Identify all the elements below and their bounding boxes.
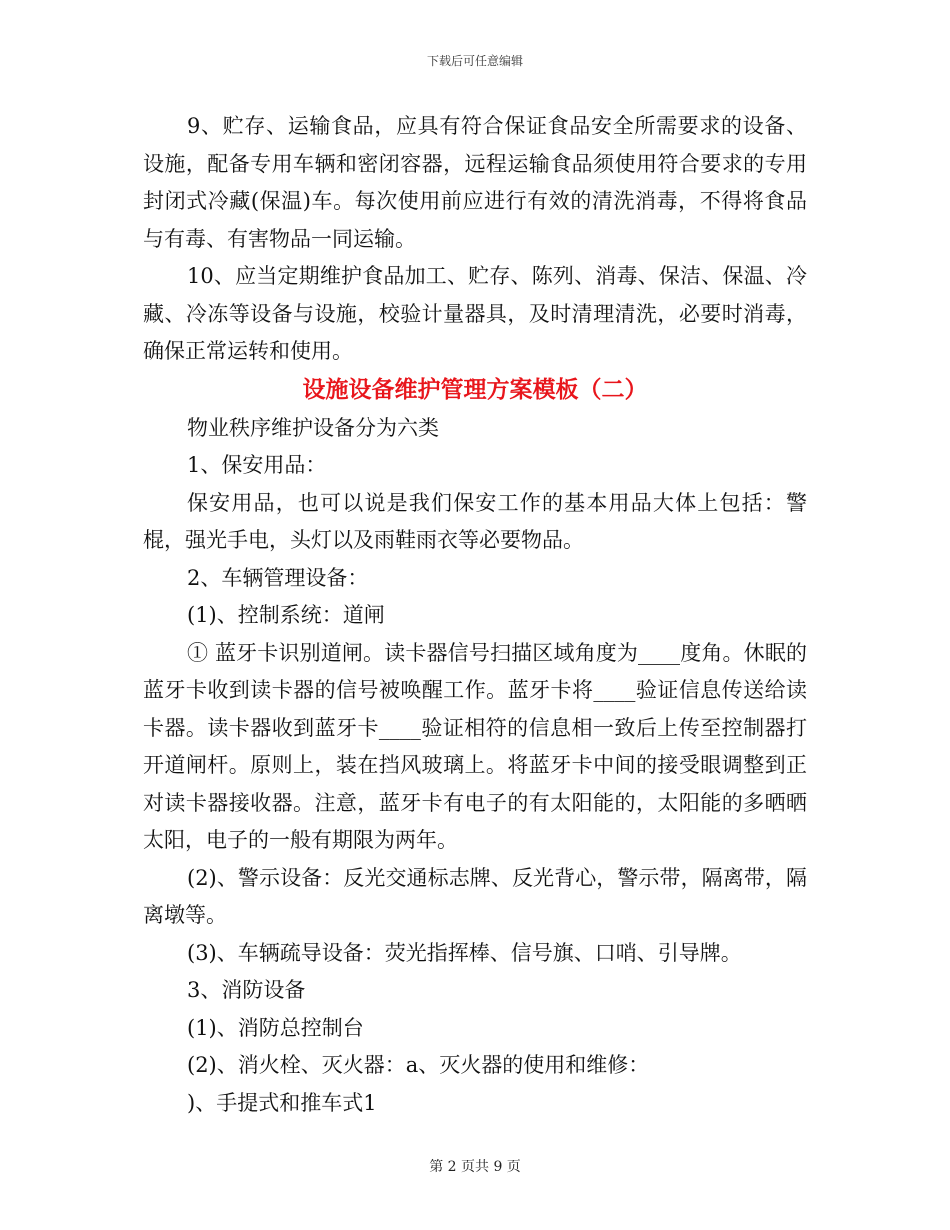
- heading-security-supplies: 1、保安用品：: [187, 453, 327, 477]
- paragraph-bluetooth-gate: ① 蓝牙卡识别道闸。读卡器信号扫描区域角度为____度角。休眠的蓝牙卡收到读卡器的信号被唤醒工作。蓝牙卡将____验证信息传送给读卡器。读卡器收到蓝牙卡____验证相符的信息相一致后上传至控制器打开道闸杆。原则上，装在挡风玻璃上。将蓝牙卡中间的接受眼调整到正对读卡器接收器。注意，蓝牙卡有电子的有太阳能的，太阳能的多晒晒太阳，电子的一般有期限为两年。: [143, 640, 807, 852]
- heading-fire-equipment: 3、消防设备: [187, 978, 306, 1002]
- subheading-control-system: (1)、控制系统：道闸: [187, 603, 385, 627]
- subheading-hydrant-extinguisher: (2)、消火栓、灭火器：a、灭火器的使用和维修：: [187, 1053, 650, 1077]
- subheading-traffic-guidance: (3)、车辆疏导设备：荧光指挥棒、信号旗、口哨、引导牌。: [187, 940, 742, 965]
- paragraph-intro: 物业秩序维护设备分为六类: [187, 415, 439, 440]
- subheading-warning-equipment: (2)、警示设备：反光交通标志牌、反光背心，警示带，隔离带，隔离墩等。: [143, 865, 807, 927]
- page-footer: 第 2 页共 9 页: [429, 1159, 521, 1175]
- heading-vehicle-management: 2、车辆管理设备：: [187, 565, 369, 590]
- page-header: 下载后可任意编辑: [426, 54, 523, 68]
- section-title: 设施设备维护管理方案模板（二）: [302, 376, 648, 403]
- paragraph-item-9: 9、贮存、运输食品，应具有符合保证食品安全所需要求的设备、设施，配备专用车辆和密闭容器，远程运输食品须使用符合要求的专用封闭式冷藏(保温)车。每次使用前应进行有效的清洗消毒，不得将食品与有毒、有害物品一同运输。: [143, 114, 807, 251]
- paragraph-item-10: 10、应当定期维护食品加工、贮存、陈列、消毒、保洁、保温、冷藏、冷冻等设备与设施，校验计量器具，及时清理清洗，必要时消毒，确保正常运转和使用。: [143, 264, 807, 363]
- subheading-fire-control-console: (1)、消防总控制台: [187, 1015, 364, 1040]
- paragraph-security-supplies: 保安用品，也可以说是我们保安工作的基本用品大体上包括：警棍，强光手电，头灯以及雨鞋雨衣等必要物品。: [143, 490, 807, 552]
- subheading-portable-cart: )、手提式和推车式1: [187, 1090, 377, 1115]
- document-body: [143, 108, 807, 1122]
